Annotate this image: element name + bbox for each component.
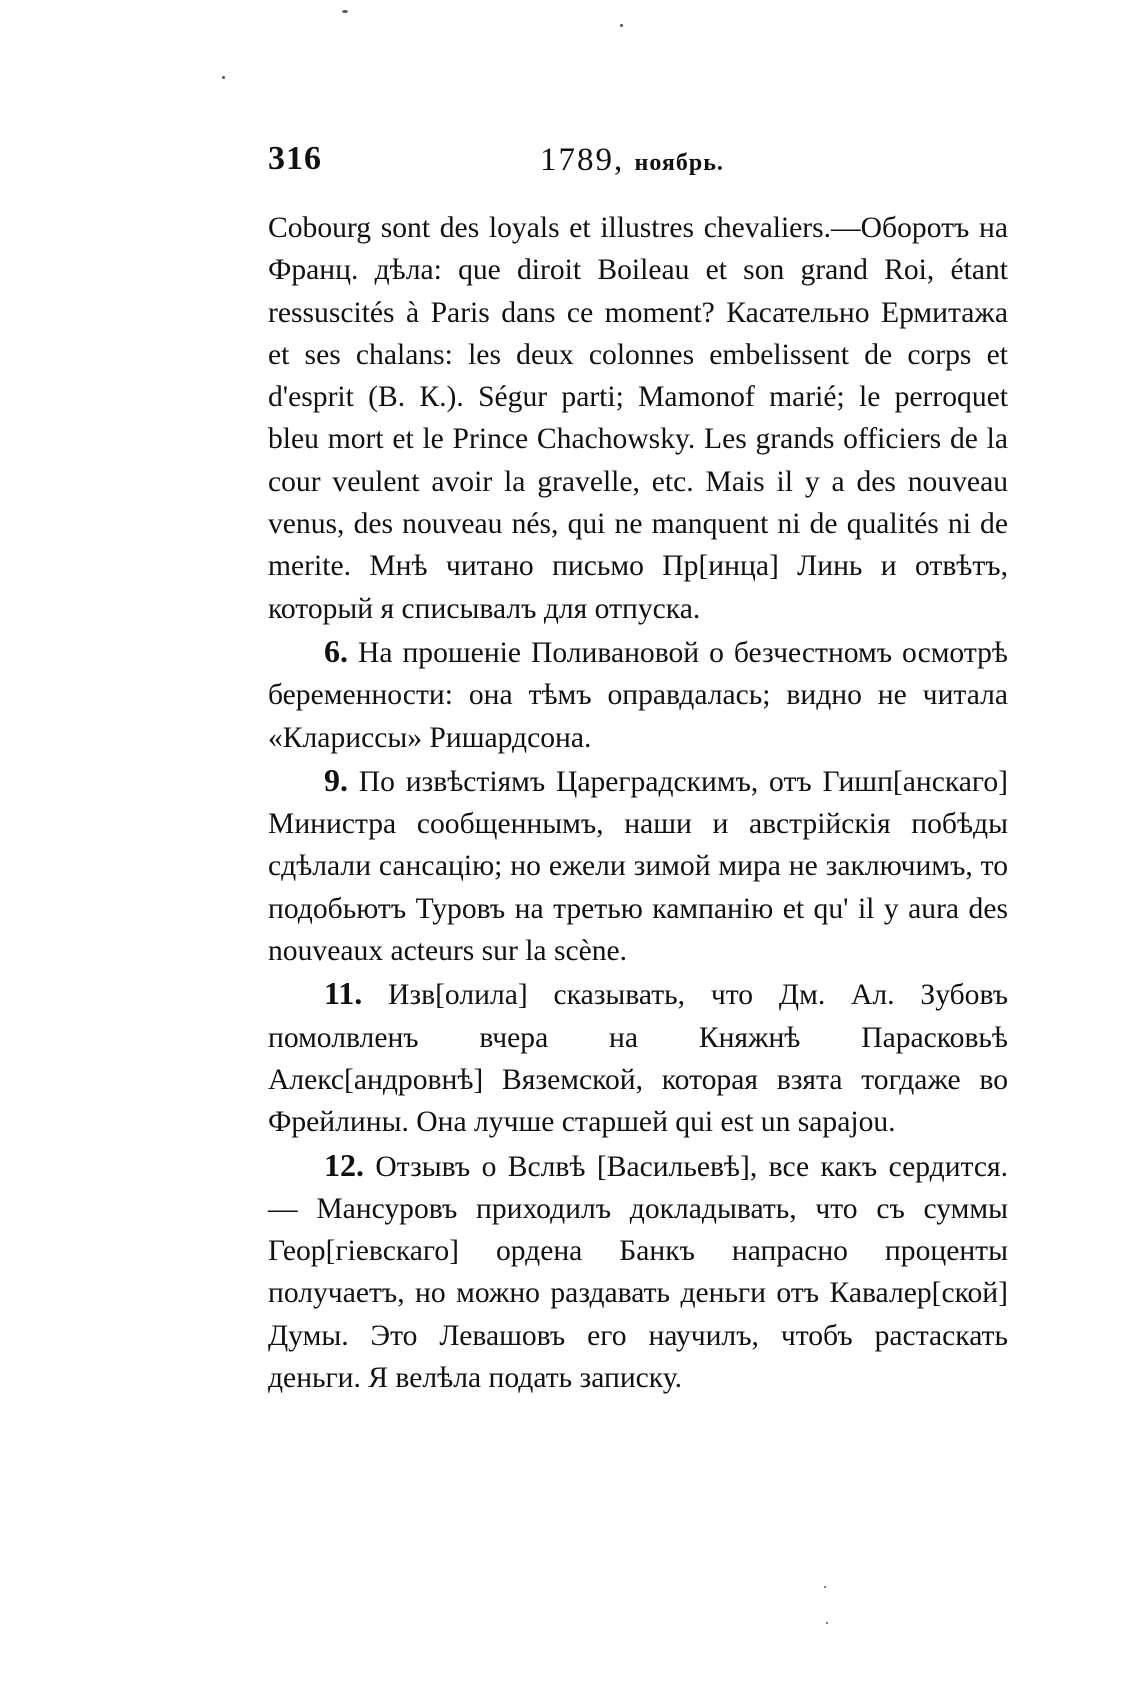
entry-text: На прошеніе Поливановой о безчестномъ осмотрѣ беременности: она тѣмъ оправдалась; видно не читала «Клариссы» Ришардсона. [268, 636, 1008, 754]
diary-entry [268, 630, 1008, 759]
entry-day: 11. [324, 975, 363, 1012]
print-speck [222, 76, 225, 79]
entry-text: Отзывъ о Вслвѣ [Васильевѣ], все какъ сердится. — Мансуровъ приходилъ докладывать, что съ суммы Геор[гіевскаго] ордена Банкъ напрасно проценты получаетъ, но можно раздавать деньги отъ Кавалер[ской] Думы. Это Левашовъ его научилъ, чтобъ растаскать деньги. Я велѣла подать записку. [268, 1150, 1008, 1395]
diary-entry [268, 1144, 1008, 1400]
print-speck [342, 10, 348, 13]
running-head-month: ноябрь. [634, 150, 724, 176]
entry-day: 9. [324, 761, 348, 798]
running-head [540, 142, 724, 179]
print-speck [824, 1586, 826, 1588]
entry-text: По извѣстіямъ Цареградскимъ, отъ Гишп[анскаго] Министра сообщеннымъ, наши и австрійскія побѣды сдѣлали сансацію; но ежели зимой мира не заключимъ, то подобьютъ Туровъ на третью кампанію et qu' il y aura des nouveaux acteurs sur la scène. [268, 765, 1008, 968]
diary-entry [268, 759, 1008, 972]
diary-entry-continuation [268, 207, 1008, 630]
entry-day: 12. [324, 1146, 364, 1183]
entry-text: Изв[олила] сказывать, что Дм. Ал. Зубовъ помолвленъ вчера на Княжнѣ Парасковьѣ Алекс[андровнѣ] Вяземской, которая взята тогдаже во Фрейлины. Она лучше старшей qui est un sapajou. [268, 979, 1008, 1139]
entry-text: Cobourg sont des loyals et illustres chevaliers.—Оборотъ на Франц. дѣла: que diroit Boileau et son grand Roi, étant ressuscités à Paris dans ce moment? Касательно Ермитажа et ses chalans: les deux colonnes embelissent de corps et d'esprit (В. К.). Ségur parti; Mamonof marié; le perroquet bleu mort et le Prince Chachowsky. Les grands officiers de la cour veulent avoir la gravelle, etc. Mais il y a des nouveau venus, des nouveau nés, qui ne manquent ni de qualités ni de merite. Мнѣ читано письмо Пр[инца] Линь и отвѣтъ, который я списывалъ для отпуска. [268, 212, 1008, 625]
diary-entry [268, 972, 1008, 1143]
print-speck [826, 1622, 828, 1624]
page-header [268, 140, 1008, 190]
print-speck [620, 24, 623, 27]
page-number: 316 [268, 140, 322, 177]
diary-text [268, 207, 1008, 1399]
entry-day: 6. [324, 632, 348, 669]
running-head-year: 1789, [540, 142, 625, 178]
